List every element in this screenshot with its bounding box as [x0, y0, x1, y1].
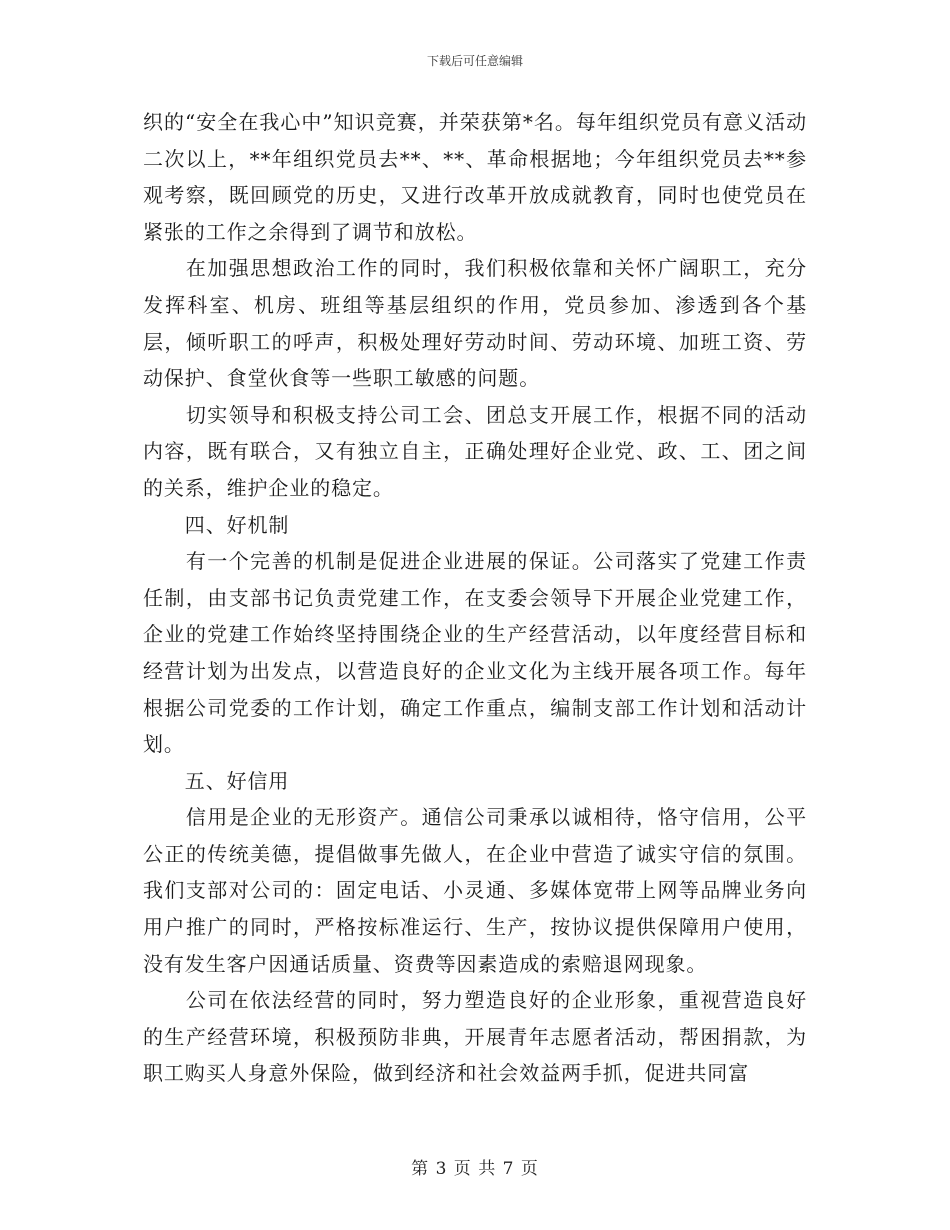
paragraph: 织的“安全在我心中”知识竞赛，并荣获第*名。每年组织党员有意义活动二次以上，**年组织党员去**、**、革命根据地；今年组织党员去**参观考察，既回顾党的历史，又进行改革开放成就教育，同时也使党员在紧张的工作之余得到了调节和放松。	[143, 110, 807, 244]
document-body	[143, 104, 807, 1092]
section-heading: 五、好信用	[143, 768, 290, 793]
page-number: 第 3 页 共 7 页	[411, 1159, 539, 1179]
paragraph: 信用是企业的无形资产。通信公司秉承以诚相待，恪守信用，公平公正的传统美德，提倡做事先做人，在企业中营造了诚实守信的氛围。我们支部对公司的：固定电话、小灵通、多媒体宽带上网等品牌业务向用户推广的同时，严格按标准运行、生产，按协议提供保障用户使用，没有发生客户因通话质量、资费等因素造成的索赔退网现象。	[143, 805, 807, 976]
paragraph: 公司在依法经营的同时，努力塑造良好的企业形象，重视营造良好的生产经营环境，积极预防非典，开展青年志愿者活动，帮困捐款，为职工购买人身意外保险，做到经济和社会效益两手抓，促进共同富	[143, 988, 807, 1086]
paragraph: 切实领导和积极支持公司工会、团总支开展工作，根据不同的活动内容，既有联合，又有独立自主，正确处理好企业党、政、工、团之间的关系，维护企业的稳定。	[143, 402, 807, 500]
page-header-note: 下载后可任意编辑	[426, 54, 523, 68]
paragraph: 在加强思想政治工作的同时，我们积极依靠和关怀广阔职工，充分发挥科室、机房、班组等基层组织的作用，党员参加、渗透到各个基层，倾听职工的呼声，积极处理好劳动时间、劳动环境、加班工资、劳动保护、食堂伙食等一些职工敏感的问题。	[143, 256, 807, 391]
section-heading: 四、好机制	[143, 512, 290, 537]
paragraph: 有一个完善的机制是促进企业进展的保证。公司落实了党建工作责任制，由支部书记负责党建工作，在支委会领导下开展企业党建工作，企业的党建工作始终坚持围绕企业的生产经营活动，以年度经营目标和经营计划为出发点，以营造良好的企业文化为主线开展各项工作。每年根据公司党委的工作计划，确定工作重点，编制支部工作计划和活动计划。	[143, 549, 807, 757]
